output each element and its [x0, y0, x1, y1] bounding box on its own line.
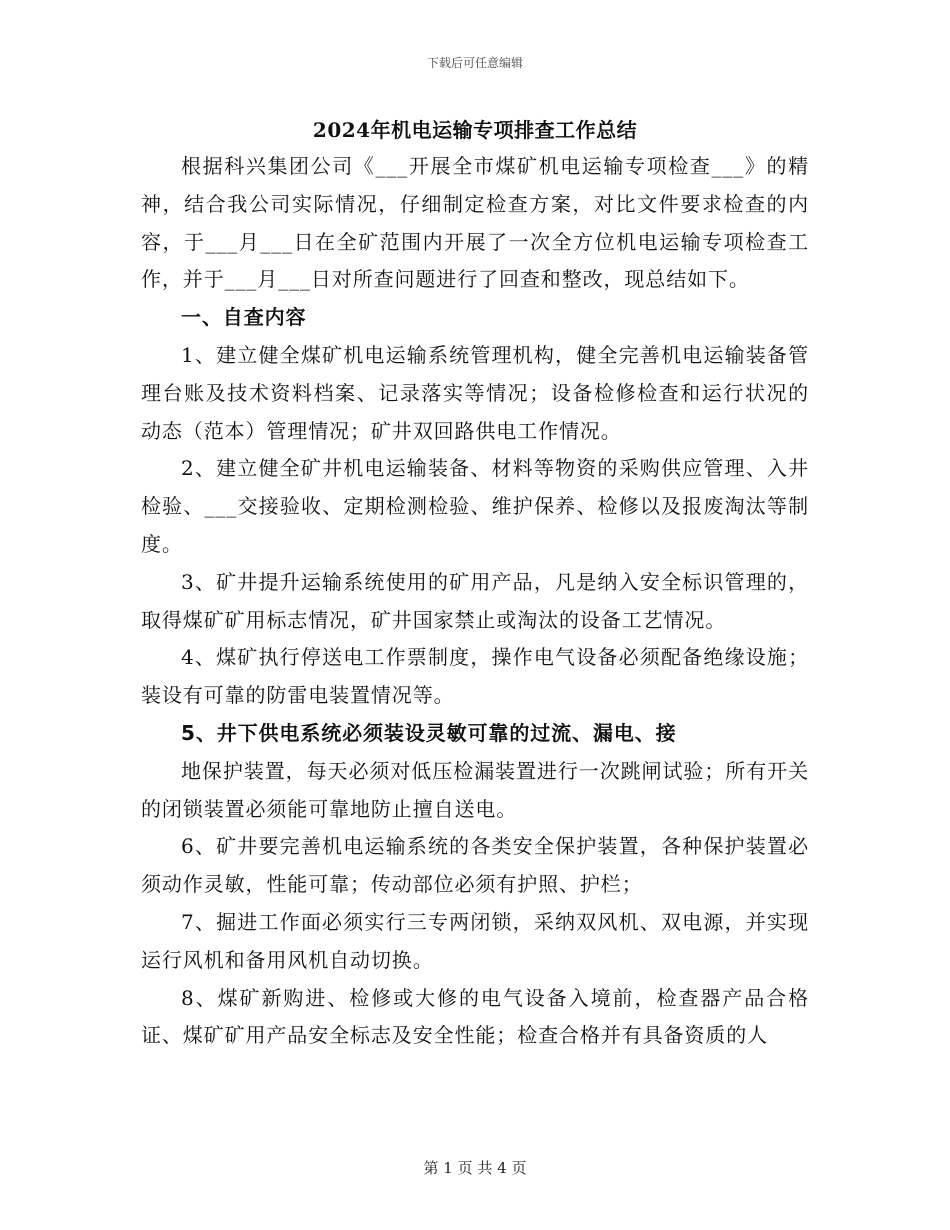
- intro-paragraph: 根据科兴集团公司《___开展全市煤矿机电运输专项检查___》的精神，结合我公司实际情况，仔细制定检查方案，对比文件要求检查的内容，于___月___日在全矿范围内开展了一次全方位机电运输专项检查工作，并于___月___日对所查问题进行了回查和整改，现总结如下。: [141, 154, 809, 292]
- item-6-paragraph: 6、矿井要完善机电运输系统的各类安全保护装置，各种保护装置必须动作灵敏，性能可靠；传动部位必须有护照、护栏；: [141, 834, 809, 897]
- document-body: [141, 148, 809, 1055]
- item-2-paragraph: 2、建立健全矿井机电运输装备、材料等物资的采购供应管理、入井检验、___交接验收、定期检测检验、维护保养、检修以及报废淘汰等制度。: [141, 456, 809, 556]
- item-8-paragraph: 8、煤矿新购进、检修或大修的电气设备入境前，检查器产品合格证、煤矿矿用产品安全标志及安全性能；检查合格并有具备资质的人: [141, 985, 809, 1048]
- item-5-heading: 5、井下供电系统必须装设灵敏可靠的过流、漏电、接: [181, 720, 677, 745]
- header-note: 下载后可任意编辑: [426, 56, 523, 70]
- item-7-paragraph: 7、掘进工作面必须实行三专两闭锁，采纳双风机、双电源，并实现运行风机和备用风机自动切换。: [141, 909, 809, 972]
- document-title: 2024年机电运输专项排查工作总结: [312, 118, 638, 142]
- item-5-continuation: 地保护装置，每天必须对低压检漏装置进行一次跳闸试验；所有开关的闭锁装置必须能可靠地防止擅自送电。: [141, 758, 809, 821]
- page-number-footer: 第 1 页 共 4 页: [423, 1159, 527, 1177]
- item-3-paragraph: 3、矿井提升运输系统使用的矿用产品，凡是纳入安全标识管理的，取得煤矿矿用标志情况，矿井国家禁止或淘汰的设备工艺情况。: [141, 569, 809, 632]
- item-4-paragraph: 4、煤矿执行停送电工作票制度，操作电气设备必须配备绝缘设施；装设有可靠的防雷电装置情况等。: [141, 645, 809, 708]
- item-1-paragraph: 1、建立健全煤矿机电运输系统管理机构，健全完善机电运输装备管理台账及技术资料档案、记录落实等情况；设备检修检查和运行状况的动态（范本）管理情况；矿井双回路供电工作情况。: [141, 342, 809, 443]
- section-heading-self-inspection: 一、自查内容: [181, 305, 307, 330]
